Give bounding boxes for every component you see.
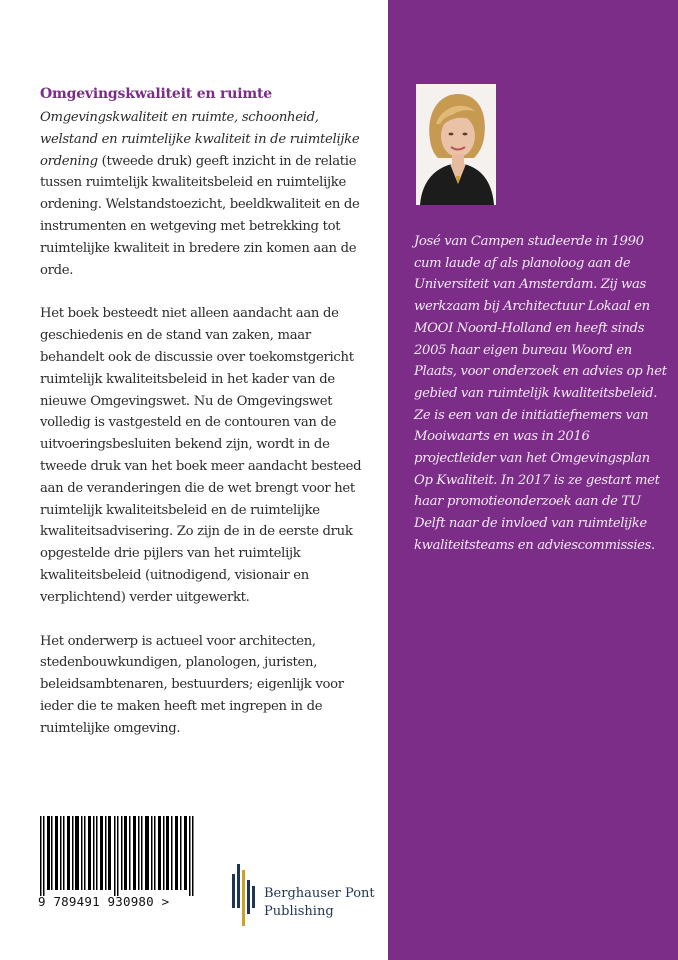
barcode bbox=[38, 816, 200, 896]
paragraph-2: Het boek besteedt niet alleen aandacht aan de geschiedenis en de stand van zaken, maar behandelt ook de discussie over toekomstgericht ruimtelijk kwaliteitsbeleid in het kader van de nieuwe Omgevingswet. Nu de Omgevingswet volledig is vastgesteld en de contouren van de uitvoeringsbesluiten bekend zijn, wordt in de tweede druk van het boek meer aandacht besteed aan de veranderingen die de wet brengt voor het ruimtelijk kwaliteitsbeleid en de ruimtelijke kwaliteitsadvisering. Zo zijn de in de eerste druk opgestelde drie pijlers van het ruimtelijk kwaliteitsbeleid (uitnodigend, visionair en verplichtend) verder uitgewerkt. bbox=[40, 306, 362, 605]
publisher-logo-icon bbox=[232, 864, 256, 926]
isbn-number: 9 789491 930980 > bbox=[38, 894, 170, 909]
publisher-name-line-1: Berghauser Pont bbox=[264, 886, 375, 901]
paragraph-1 bbox=[40, 107, 376, 281]
description-text bbox=[40, 107, 376, 762]
section-heading: Omgevingskwaliteit en ruimte bbox=[40, 86, 272, 102]
author-biography: José van Campen studeerde in 1990 cum laude af als planoloog aan de Universiteit van Amsterdam. Zij was werkzaam bij Architectuur Lokaal en MOOI Noord-Holland en heeft sinds 2005 haar eigen bureau Woord en Plaats, voor onderzoek en advies op het gebied van ruimtelijk kwaliteitsbeleid. Ze is een van de initiatiefnemers van Mooiwaarts en was in 2016 projectleider van het Omgevingsplan Op Kwaliteit. In 2017 is ze gestart met haar promotieonderzoek aan de TU Delft naar de invloed van ruimtelijke kwaliteitsteams en adviescommissies. bbox=[414, 234, 667, 553]
book-title-italic: Omgevingskwaliteit en ruimte, schoonheid, welstand en ruimtelijke kwaliteit in de ruimtelijke ordening bbox=[40, 110, 360, 169]
paragraph-1-rest: (tweede druk) geeft inzicht in de relatie tussen ruimtelijk kwaliteitsbeleid en ruimtelijke ordening. Welstandstoezicht, beeldkwaliteit en de instrumenten en wetgeving met betrekking tot ruimtelijke kwaliteit in bredere zin komen aan de orde. bbox=[40, 153, 360, 278]
publisher-name bbox=[264, 885, 375, 921]
author-photo bbox=[416, 84, 496, 205]
paragraph-3: Het onderwerp is actueel voor architecten, stedenbouwkundigen, planologen, juristen, beleidsambtenaren, bestuurders; eigenlijk voor ieder die te maken heeft met ingrepen in de ruimtelijke omgeving. bbox=[40, 633, 344, 736]
publisher-name-line-2: Publishing bbox=[264, 904, 334, 919]
